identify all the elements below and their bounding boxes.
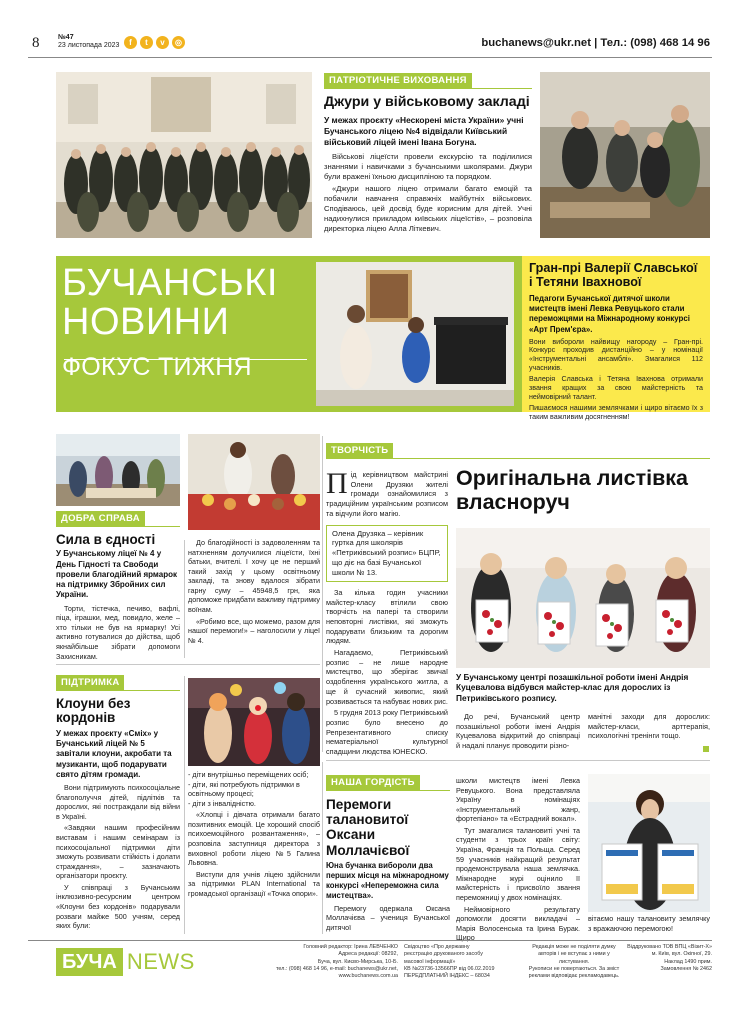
article2-paragraph-1: Торти, тістечка, печиво, вафлі, піца, іграшки, мед, повидло, желе – хто тільки не був на ярмарку! Усі активно готувалися до дійства, щоб якнайбільше зібрати допомоги Захисникам.	[56, 603, 180, 661]
photo-painting-workshop	[456, 528, 710, 668]
banner-fokus-tyzhnia	[56, 256, 710, 421]
rubric-creativity: ТВОРЧІСТЬ	[326, 443, 393, 458]
rubric-support: ПІДТРИМКА	[56, 675, 124, 690]
photo-fair-table	[188, 434, 320, 530]
article3-paragraph-6: манітні заходи для дорослих: майстер-класи, арттерапія, психологічні тренінги тощо.	[588, 712, 710, 741]
article5-title: Перемоги талановитої Оксани Моллачієвої	[326, 797, 410, 858]
banner-paragraph-1: Вони вибороли найвищу нагороду – Гран-прі. Конкурс проходив дистанційно – у номінації «Інструментальні ансамблі». Змагалися 112 учасників.	[529, 337, 703, 373]
page-header	[28, 33, 712, 57]
banner-title: Гран-прі Валерії Славської і Тетяни Івахнової	[529, 261, 698, 289]
article5-paragraph-4: Неймовірного результату допомогли досягти викладачі – Марія Волосенська та Ірина Бурак. Щиро	[456, 904, 580, 943]
viber-icon[interactable]: v	[156, 36, 169, 49]
footer-printing: Віддруковано ТОВ ВПЦ «Візит-Х» м. Київ, вул. Окіпної, 29. Наклад 1490 прим. Замовлення № 2462	[627, 944, 712, 972]
footer-logo	[56, 944, 252, 980]
photo-clowns-show	[188, 678, 320, 766]
article3-column-3	[588, 712, 710, 743]
article4-continuation	[188, 770, 320, 901]
header-rule	[28, 57, 712, 58]
article3-paragraph-2: За кілька годин учасники майстер-класу втілили свою творчість на папері та створили неповторні листівки, які зможуть подарувати близьким та дорогим людям.	[326, 587, 448, 646]
photo-military-lyceum-group	[56, 72, 312, 238]
article3-paragraph-4: 5 грудня 2013 року Петриківський розпис було внесено до Репрезентативного списку нематеріальної культурної спадщини людства ЮНЕСКО.	[326, 708, 448, 757]
article-unity	[56, 508, 180, 661]
article4-paragraph-1: Вони підтримують психосоціальне благополуччя дітей, підлітків та дорослих, які постраждали від війни в Україні.	[56, 783, 180, 821]
article4-paragraph-5: Виступи для учнів ліцею здійснили за підтримки PLAN International та громадської організації «Точка опори».	[188, 869, 320, 898]
article5-paragraph-1: Перемогу одержала Оксана Моллачієва – учениця Бучанської дитячої	[326, 903, 450, 932]
article2-paragraph-2: До благодійності із задоволенням та натхненням долучилися ліцеїсти, їхні батьки, вчителі. І хочу це не перший такий захід у цьому освітньому закладі, та знову вдалося зібрати гарну суму – 45948,5 грн, яка допоможе придбати важливу підтримку воїнам.	[188, 538, 320, 615]
footer-editorial: Головний редактор: Ірина ЛЕВЧЕНКО Адреса редакції: 08292, Буча, вул. Києво-Мирська, 10-Б. тел.: (098) 468 14 96, e-mail: buchanews@ukr.net, www.buchanews.com.ua	[275, 944, 398, 980]
photo-cadets-with-students	[540, 72, 710, 238]
article3-paragraph-5: До речі, Бучанський центр позашкільної роботи імені Андрія Куцевалова відкритий до співпраці й надалі планує проводити різно-	[456, 712, 580, 751]
rubric-good-deed: ДОБРА СПРАВА	[56, 511, 145, 526]
issue-info	[58, 34, 119, 51]
article4-lead: У межах проєкту «Сміх» у Бучанський ліцей № 5 завітали клоуни, акробати та музиканти, щоб подарувати свято дітям громади.	[56, 728, 172, 779]
article3-title: Оригінальна листівка власноруч	[456, 466, 689, 515]
article2-paragraph-3: «Робимо все, що можемо, разом для нашої перемоги!» – наголосили у ліцеї № 4.	[188, 616, 320, 645]
footer-rule	[28, 940, 712, 941]
logo-bucha: БУЧА	[56, 948, 123, 976]
article5-paragraph-2: школи мистецтв імені Левка Ревуцького. Вона представляла Україну в номінаціях «Інструментальний жанр, фортепіано» та «Естрадний вокал».	[456, 776, 580, 824]
footer-registration: Свідоцтво «Про державну реєстрацію друкованого засобу масової інформації» КВ №23736-13566ПР від 06.02.2019 ПЕРЕДПЛАТНИЙ ІНДЕКС – 68034	[404, 944, 495, 980]
footer-disclaimer: Редакція може не поділяти думку авторів і не вступає з ними у листування. Рукописи не повертаються. За зміст реклами відповідає рекламодавець.	[528, 944, 620, 980]
dropcap-letter: П	[326, 467, 348, 500]
article3-photo-caption: У Бучанському центрі позашкільної роботи імені Андрія Куцевалова відбувся майстер-клас для дорослих із Петриківського розпису.	[456, 672, 689, 703]
banner-brand	[62, 264, 312, 380]
article2-lead: У Бучанському ліцеї № 4 у День Гідності та Свободи провели благодійний ярмарок на підтримку Збройних сил України.	[56, 549, 177, 600]
photo-musicians-duo	[316, 262, 514, 406]
banner-line-2: НОВИНИ	[62, 301, 230, 343]
article3-paragraph-1: ід керівництвом майстрині Олени Друзяки жителі громади ознайомилися з традиційним українським розписом та відчули його магію.	[326, 470, 448, 518]
article4-paragraph-3: У співпраці з Бучанським інклюзивно-ресурсним центром «Клоуни без кордонів» подарували розваги майже 500 учням, серед яких були:	[56, 882, 180, 931]
facebook-icon[interactable]: f	[124, 36, 137, 49]
article1-title: Джури у військовому закладі	[324, 94, 530, 110]
page-number: 8	[32, 35, 40, 51]
photo-oksana-with-diplomas	[588, 774, 710, 912]
article5-column-3	[588, 914, 710, 935]
article-military-lyceum	[324, 70, 532, 240]
article3-quote: Олена Друзяка – керівник гуртка для школярів «Петриківський розпис» БЦПР, що діє на базі Бучанської школи № 13.	[326, 525, 448, 582]
article3-paragraph-3: Нагадаємо, Петриківський розпис – не лише народне мистецтво, що зберігає звичаї оздоблення українського житла, а ще й сучасний живопис, який розвивається та набуває нових рис.	[326, 648, 448, 706]
social-icons	[124, 36, 185, 49]
photo-charity-fair	[56, 434, 180, 506]
article3-column-2	[456, 712, 580, 753]
banner-paragraph-2: Валерія Славська і Тетяна Івахнова отримали звання кращих за свою майстерність та неймовірний талант.	[529, 375, 703, 401]
article3-column-1	[326, 467, 448, 759]
article5-paragraph-3: Тут змагалися талановиті учні та студенти з трьох країн світу: Україна, Франція та Польща. Серед 59 учасників найкращий результат продемонструвала наша землячка. Міжнародне журі оцінило її майстерність і присвоїло звання переможниці у двох номінаціях.	[456, 825, 580, 902]
article1-lead: У межах проєкту «Нескорені міста України» учні Бучанського ліцею №4 відвідали Київський військовий ліцей імені Івана Богуна.	[324, 115, 524, 147]
article1-paragraph-1: Військові ліцеїсти провели екскурсію та поділилися знаннями і навичками з бучанськими школярами. Джури були вражені їхньою дисципліною та порядком.	[324, 151, 532, 181]
article1-paragraph-2: «Джури нашого ліцею отримали багато емоцій та побачили навчання справжніх майбутніх військових. Сподіваюсь, цей досвід буде корисним для дітей. Учні надихнулися прикладом київських ліцеїстів», – розповіла директорка ліцею Алла Літкевич.	[324, 183, 532, 234]
instagram-icon[interactable]: ◎	[172, 36, 185, 49]
banner-line-3: ФОКУС ТИЖНЯ	[62, 353, 252, 381]
banner-divider	[64, 359, 307, 360]
article-victories	[326, 772, 450, 934]
banner-article	[522, 256, 710, 421]
contacts[interactable]: buchanews@ukr.net | Тел.: (098) 468 14 96	[481, 37, 710, 49]
banner-lead: Педагоги Бучанської дитячої школи мистецтв імені Левка Ревуцького стали переможцями на Міжнародному конкурсі «Арт Прем'єра».	[529, 294, 690, 334]
article4-paragraph-2: «Завдяки нашим професійним виставам і нашим семінарам із психосоціальної підтримки діти зможуть розвивати стійкість і долати страждання», – зазначають організатори проєкту.	[56, 823, 180, 881]
article2-title: Сила в єдності	[56, 532, 156, 547]
article5-column-2	[456, 776, 580, 945]
end-mark-icon	[703, 746, 709, 752]
article5-paragraph-5: вітаємо нашу талановиту землячку з вражаючою перемогою!	[588, 914, 710, 933]
banner-paragraph-3: Пишаємося нашими землячками і щиро вітаємо їх з таким важливим досягненням!	[529, 403, 703, 421]
article4-paragraph-4: «Хлопці і дівчата отримали багато позитивних емоцій. Це хороший спосіб психоемоційного розвантаження», – розповіла заступниця директора з виховної роботи ліцею №5 Галина Львовна.	[188, 810, 320, 868]
article-clowns	[56, 672, 180, 934]
logo-news: NEWS	[126, 949, 195, 974]
issue-number: №47	[58, 34, 74, 41]
banner-line-1: БУЧАНСЬКІ	[62, 262, 278, 304]
twitter-icon[interactable]: t	[140, 36, 153, 49]
article2-continuation	[188, 538, 320, 647]
article5-lead: Юна бучанка вибороли два перших місця на міжнародному конкурсі «Непереможна сила мистецтва».	[326, 860, 449, 900]
issue-date: 23 листопада 2023	[58, 42, 120, 50]
rubric-our-pride: НАША ГОРДІСТЬ	[326, 775, 420, 790]
article4-list: - діти внутрішньо переміщених осіб; - діти, які потребують підтримки в освітньому процесі; - діти з інвалідністю.	[188, 770, 309, 808]
rubric-patriotic: ПАТРІОТИЧНЕ ВИХОВАННЯ	[324, 73, 472, 88]
article4-title: Клоуни без кордонів	[56, 696, 131, 726]
